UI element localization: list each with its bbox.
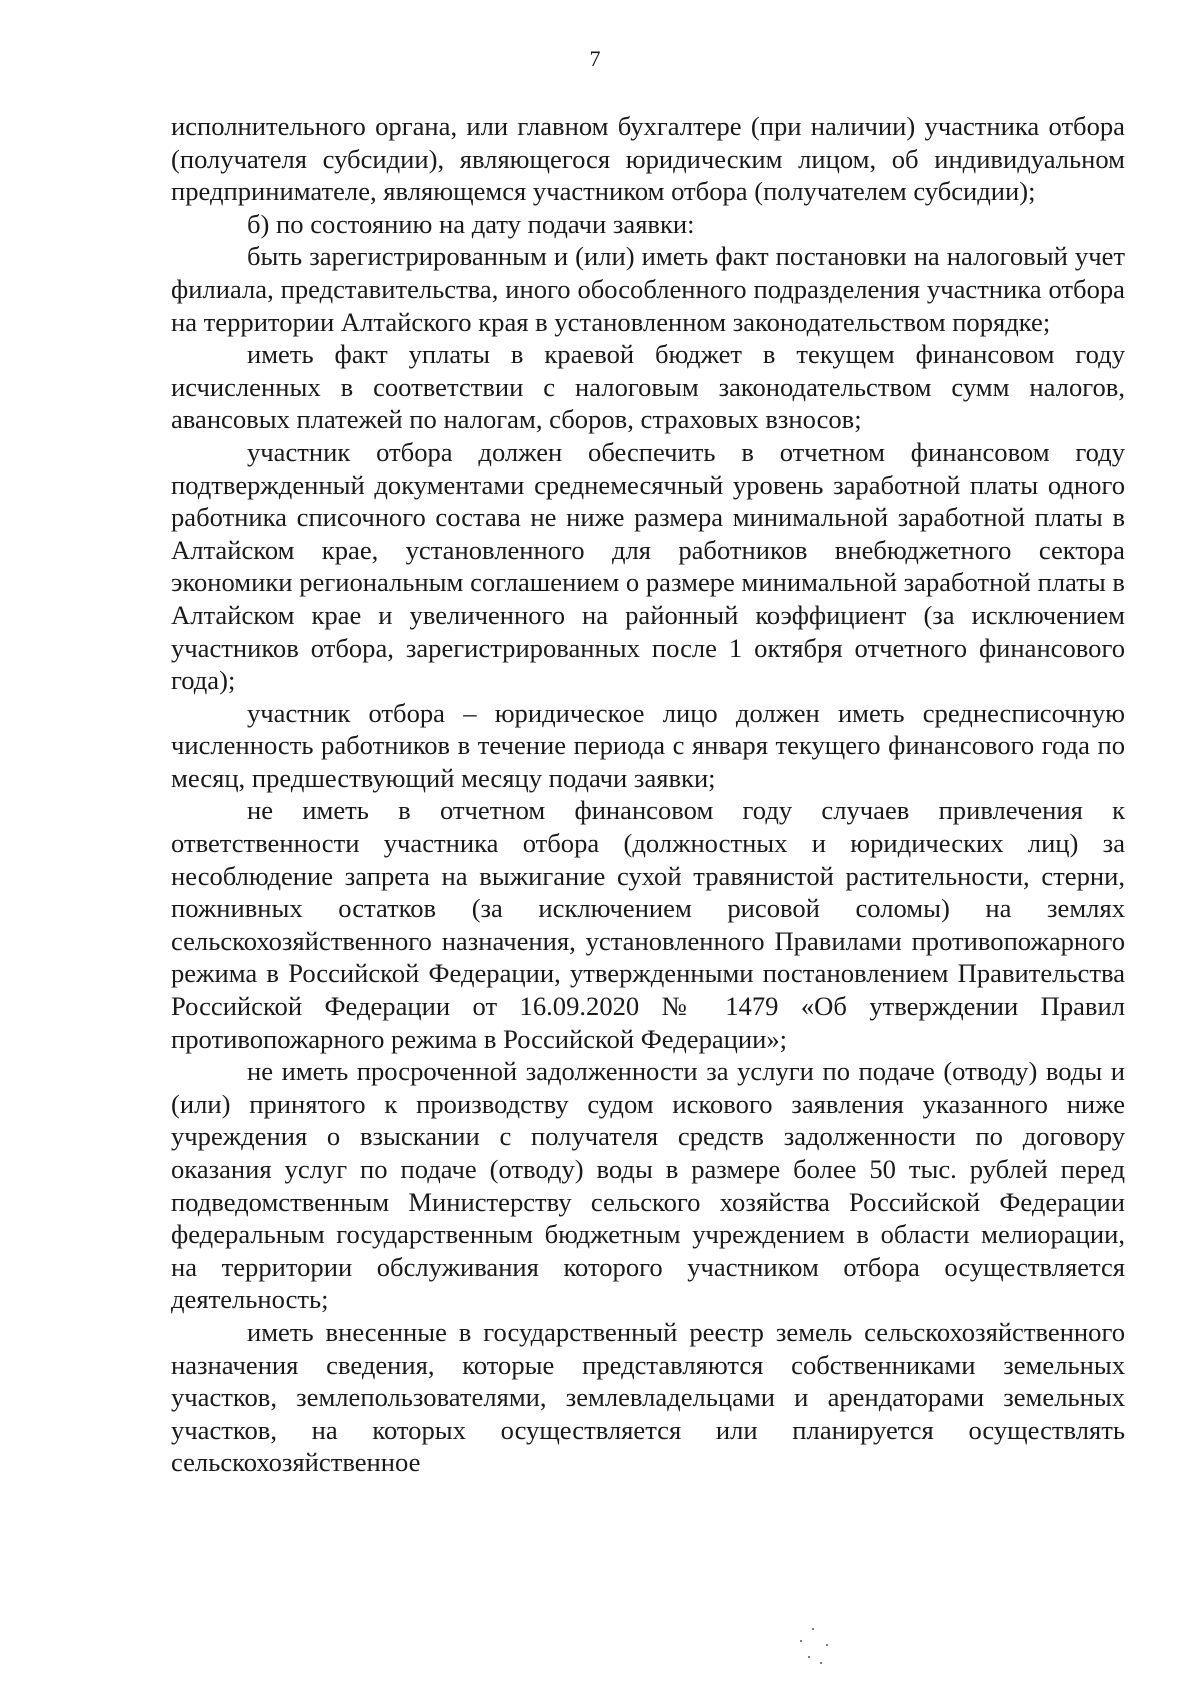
paragraph-land-registry: иметь внесенные в государственный реестр земель сельскохозяйственного назначения сведения, которые представляются собственниками земельных участков, землепользователями, землевладельцами и арендаторами земельных участков, на которых осуществляется или планируется осуществлять сельскохозяйственное xyxy=(171,1316,1125,1478)
scan-speck xyxy=(826,1644,828,1646)
paragraph-continuation: исполнительного органа, или главном бухгалтере (при наличии) участника отбора (получателя субсидии), являющегося юридическим лицом, об индивидуальном предпринимателе, являющемся участником отбора (получателем субсидии); xyxy=(171,111,1125,207)
paragraph-registration: быть зарегистрированным и (или) иметь факт постановки на налоговый учет филиала, представительства, иного обособленного подразделения участника отбора на территории Алтайского края в установленном законодательством порядке; xyxy=(171,241,1125,337)
scan-speck xyxy=(820,1662,822,1664)
scan-speck xyxy=(812,1628,814,1630)
paragraph-water-debt: не иметь просроченной задолженности за услуги по подаче (отводу) воды и (или) принятого к производству судом искового заявления указанного ниже учреждения о взыскании с получателя средств задолженности по договору оказания услуг по подаче (отводу) воды в размере более 50 тыс. рублей перед подведомственным Министерству сельского хозяйства Российской Федерации федеральным государственным бюджетным учреждением в области мелиорации, на территории обслуживания которого участником отбора осуществляется деятельность; xyxy=(171,1056,1125,1315)
scan-speck xyxy=(800,1640,802,1642)
paragraph-fire-safety: не иметь в отчетном финансовом году случаев привлечения к ответственности участника отбора (должностных и юридических лиц) за несоблюдение запрета на выжигание сухой травянистой растительности, стерни, пожнивных остатков (за исключением рисовой соломы) на землях сельскохозяйственного назначения, установленного Правилами противопожарного режима в Российской Федерации, утвержденными постановлением Правительства Российской Федерации от 16.09.2020 № 1479 «Об утверждении Правил противопожарного режима в Российской Федерации»; xyxy=(171,795,1125,1054)
page-number: 7 xyxy=(589,46,601,71)
document-body xyxy=(171,110,1125,1479)
scan-speck xyxy=(808,1656,810,1658)
paragraph-subitem-b: б) по состоянию на дату подачи заявки: xyxy=(247,208,695,239)
paragraph-headcount: участник отбора – юридическое лицо должен иметь среднесписочную численность работников в течение периода с января текущего финансового года по месяц, предшествующий месяцу подачи заявки; xyxy=(171,697,1125,793)
paragraph-tax-payment: иметь факт уплаты в краевой бюджет в текущем финансовом году исчисленных в соответствии с налоговым законодательством сумм налогов, авансовых платежей по налогам, сборов, страховых взносов; xyxy=(171,339,1125,435)
paragraph-salary: участник отбора должен обеспечить в отчетном финансовом году подтвержденный документами среднемесячный уровень заработной платы одного работника списочного состава не ниже размера минимальной заработной платы в Алтайском крае, установленного для работников внебюджетного сектора экономики региональным соглашением о размере минимальной заработной платы в Алтайском крае и увеличенного на районный коэффициент (за исключением участников отбора, зарегистрированных после 1 октября отчетного финансового года); xyxy=(171,436,1125,696)
